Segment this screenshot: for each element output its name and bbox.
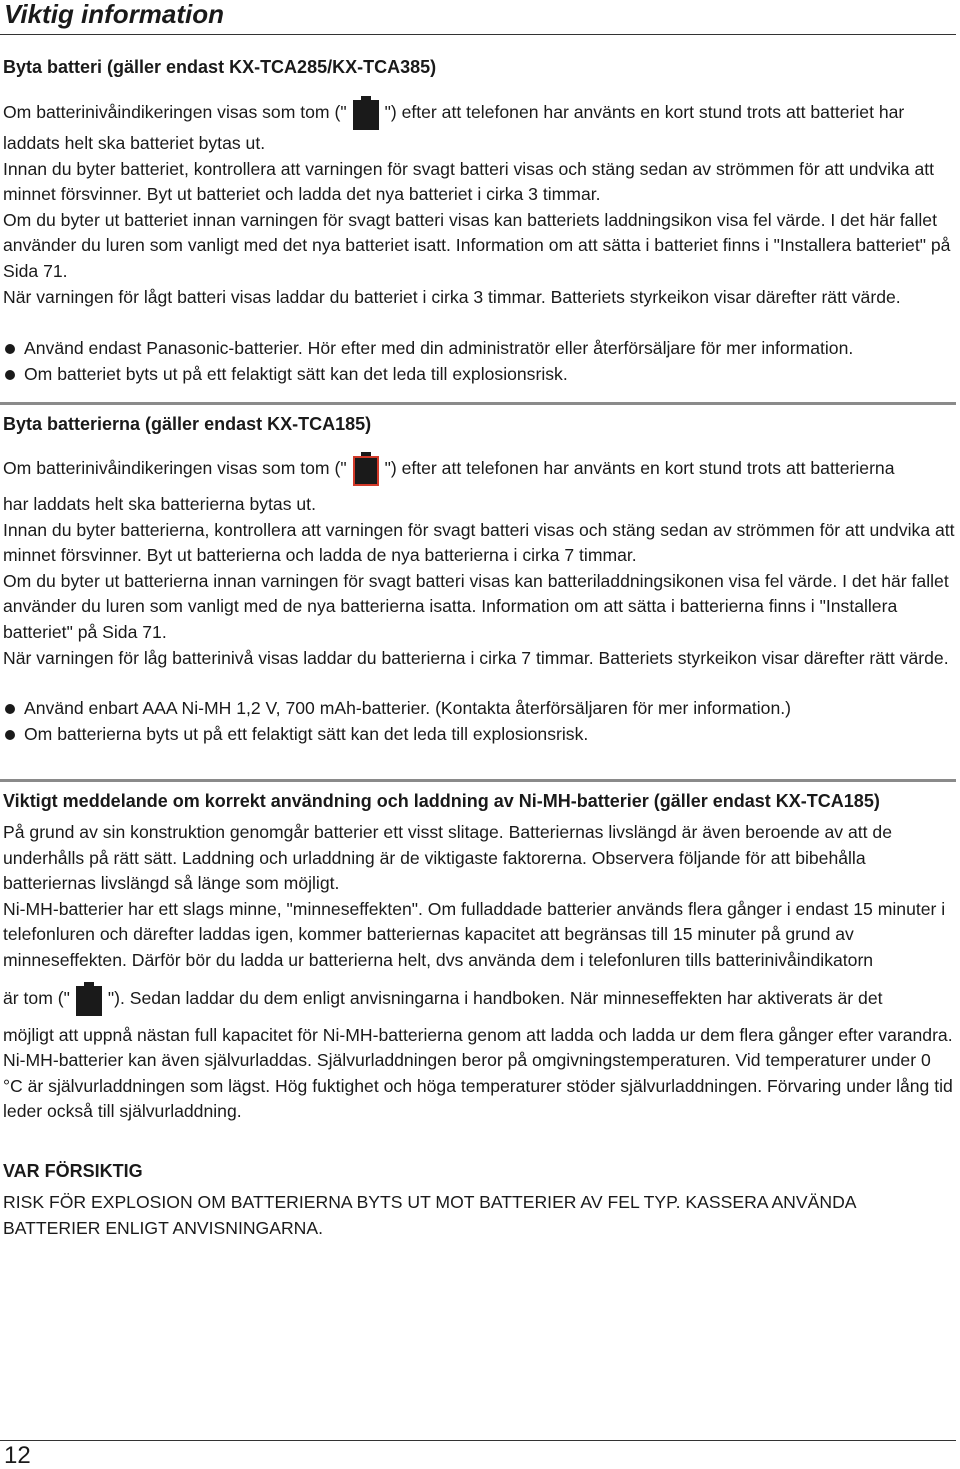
battery-indicator-line: Om batterinivåindikeringen visas som tom (" ") efter att telefonen har använts en kort stund trots att batterierna (3, 452, 955, 486)
section-caution (3, 1160, 955, 1241)
paragraph: laddats helt ska batteriet bytas ut. (3, 133, 266, 153)
paragraph: Ni-MH-batterier har ett slags minne, "minneseffekten". Om fulladdade batterier används flera gånger i endast 15 minuter i telefonluren och därefter laddas igen, kommer batteriernas kapacitet att begränsas till 15 minuter på grund av minneseffekten. Därför bör du ladda ur batterierna helt, dvs använda dem i telefonluren tills batterinivåindikatorn (3, 898, 946, 970)
paragraph: Innan du byter batteriet, kontrollera att varningen för svagt batteri visas och stäng sedan av strömmen för att undvika att minnet försvinner. Byt ut batteriet och ladda det nya batteriet i cirka 3 timmar. (3, 158, 935, 205)
empty-battery-icon (353, 96, 379, 130)
paragraph: Ni-MH-batterier kan även självurladdas. Självurladdningen beror på omgivningstemperaturen. Vid temperaturer under 0 °C är självurladdningen som lägst. Hög fuktighet och höga temperaturer stöder självurladdningen. Förvaring under lång tid leder också till självurladdning. (3, 1050, 953, 1122)
section-nimh-notice (3, 790, 955, 1125)
paragraph: När varningen för låg batterinivå visas laddar du batterierna i cirka 7 timmar. Batteriets styrkeikon visar därefter rätt värde. (3, 647, 949, 668)
section-divider (0, 402, 956, 405)
battery-indicator-line: är tom (" "). Sedan laddar du dem enligt anvisningarna i handboken. När minneseffekten har aktiverats är det (3, 982, 955, 1016)
bullet-list (3, 336, 955, 387)
battery-indicator-line: Om batterinivåindikeringen visas som tom (" ") efter att telefonen har använts en kort stund trots att batteriet har (3, 96, 955, 130)
footer-divider (0, 1440, 956, 1441)
page-number: 12 (4, 1442, 31, 1469)
paragraph: Om du byter ut batteriet innan varningen för svagt batteri visas kan batteriets laddningsikon visa fel värde. I det här fallet använder du luren som vanligt med det nya batteriet isatt. Information om att sätta i batteriet finns i "Installera batteriet" på Sida 71. (3, 209, 951, 281)
bullet-icon (5, 730, 15, 740)
caution-text: RISK FÖR EXPLOSION OM BATTERIERNA BYTS UT MOT BATTERIER AV FEL TYP. KASSERA ANVÄNDA BATTERIER ENLIGT ANVISNINGARNA. (3, 1192, 856, 1238)
empty-battery-icon (76, 982, 102, 1016)
paragraph: har laddats helt ska batterierna bytas ut. (3, 494, 316, 514)
list-item: Om batteriet byts ut på ett felaktigt sätt kan det leda till explosionsrisk. (3, 362, 955, 388)
section-replace-battery-tca285 (3, 56, 955, 387)
list-item: Använd endast Panasonic-batterier. Hör efter med din administratör eller återförsäljare för mer information. (3, 336, 955, 362)
empty-battery-icon (353, 452, 379, 486)
bullet-icon (5, 370, 15, 380)
paragraph: möjligt att uppnå nästan full kapacitet för Ni-MH-batterierna genom att ladda och ladda ur dem flera gånger efter varandra. (3, 1024, 953, 1045)
list-item: Om batterierna byts ut på ett felaktigt sätt kan det leda till explosionsrisk. (3, 722, 955, 748)
section-divider (0, 779, 956, 782)
bullet-icon (5, 704, 15, 714)
section-replace-batteries-tca185 (3, 413, 955, 747)
section-heading: Byta batteri (gäller endast KX-TCA285/KX-TCA385) (3, 57, 437, 77)
title-divider (0, 34, 956, 35)
paragraph: När varningen för lågt batteri visas laddar du batteriet i cirka 3 timmar. Batteriets styrkeikon visar därefter rätt värde. (3, 286, 901, 307)
caution-heading: VAR FÖRSIKTIG (3, 1161, 143, 1181)
bullet-list (3, 696, 955, 747)
page-title: Viktig information (4, 0, 225, 29)
list-item: Använd enbart AAA Ni-MH 1,2 V, 700 mAh-batterier. (Kontakta återförsäljaren för mer information.) (3, 696, 955, 722)
section-heading: Byta batterierna (gäller endast KX-TCA185) (3, 414, 372, 434)
paragraph: Innan du byter batterierna, kontrollera att varningen för svagt batteri visas och stäng sedan av strömmen för att undvika att minnet försvinner. Byt ut batterierna och ladda de nya batterierna i cirka 7 timmar. (3, 519, 955, 566)
paragraph: Om du byter ut batterierna innan varningen för svagt batteri visas kan batteriladdningsikonen visa fel värde. I det här fallet använder du luren som vanligt med de nya batterierna isatta. Information om att sätta i batterierna finns i "Installera batteriet" på Sida 71. (3, 570, 949, 642)
bullet-icon (5, 344, 15, 354)
paragraph: På grund av sin konstruktion genomgår batterier ett visst slitage. Batteriernas livslängd är även beroende av att de underhålls på rätt sätt. Laddning och urladdning är de viktigaste faktorerna. Observera följande för att bibehålla batteriernas livslängd så länge som möjligt. (3, 822, 892, 894)
section-heading: Viktigt meddelande om korrekt användning och laddning av Ni-MH-batterier (gäller endast KX-TCA185) (3, 791, 880, 811)
